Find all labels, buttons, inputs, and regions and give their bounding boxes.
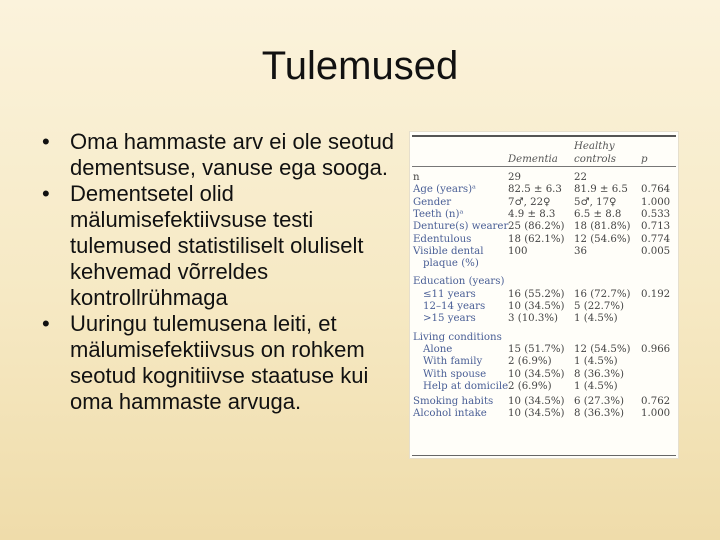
- header-p: p: [641, 154, 648, 165]
- table-row: [410, 356, 678, 368]
- cell-controls: 6 (27.3%): [574, 396, 625, 408]
- row-label: Denture(s) wearer: [413, 221, 509, 233]
- row-label: Smoking habits: [413, 396, 494, 408]
- cell-controls: 8 (36.3%): [574, 408, 625, 420]
- cell-controls: 12 (54.5%): [574, 343, 631, 355]
- cell-dementia: 3 (10.3%): [508, 313, 559, 325]
- cell-dementia: 16 (55.2%): [508, 288, 565, 300]
- cell-dementia: 4.9 ± 8.3: [508, 208, 556, 220]
- table-row: [410, 221, 678, 233]
- cell-dementia: 15 (51.7%): [508, 343, 565, 355]
- cell-controls: 12 (54.6%): [574, 233, 631, 245]
- row-label: Visible dental: [413, 245, 484, 257]
- cell-p-value: 0.192: [641, 288, 671, 300]
- table-row: [410, 234, 678, 246]
- cell-controls: 36: [574, 245, 587, 257]
- bullet-list: [40, 129, 400, 415]
- cell-dementia: 10 (34.5%): [508, 368, 565, 380]
- table-row: [410, 258, 678, 270]
- row-label: >15 years: [423, 313, 476, 325]
- cell-controls: 1 (4.5%): [574, 380, 618, 392]
- cell-controls: 6.5 ± 8.8: [574, 208, 622, 220]
- cell-controls: 18 (81.8%): [574, 221, 631, 233]
- row-label: With family: [423, 356, 483, 368]
- row-label: With spouse: [423, 368, 487, 380]
- table-row: [410, 381, 678, 393]
- bullet-item: • Dementsetel olid mälumisefektiivsuse testi tulemused statistiliselt oluliselt kehvemad võrreldes kontrollrühmaga: [40, 181, 400, 311]
- row-label: n: [413, 172, 420, 183]
- cell-dementia: 18 (62.1%): [508, 233, 565, 245]
- slide-title-text: Tulemused: [261, 44, 459, 88]
- cell-p-value: 0.966: [641, 343, 671, 355]
- cell-p-value: 0.764: [641, 184, 671, 196]
- row-label: plaque (%): [423, 258, 479, 270]
- cell-dementia: 10 (34.5%): [508, 408, 565, 420]
- cell-dementia: 2 (6.9%): [508, 356, 552, 368]
- table-bottom-rule: [412, 455, 676, 456]
- cell-p-value: 0.005: [641, 245, 671, 257]
- cell-p-value: 0.713: [641, 221, 671, 233]
- row-label: ≤11 years: [423, 288, 476, 300]
- cell-p-value: 0.533: [641, 208, 671, 220]
- bullet-item: • Uuringu tulemusena leiti, et mälumisefektiivsus on rohkem seotud kognitiivse staatuse kui oma hammaste arvuga.: [40, 311, 400, 415]
- bullet-item: • Oma hammaste arv ei ole seotud dementsuse, vanuse ega sooga.: [40, 129, 400, 181]
- table-row: [410, 209, 678, 221]
- table-row: [410, 289, 678, 301]
- cell-dementia: 100: [508, 245, 528, 257]
- table-row: [410, 313, 678, 325]
- row-label: Edentulous: [413, 233, 472, 245]
- results-table-image: [410, 132, 678, 458]
- cell-dementia: 29: [508, 172, 521, 183]
- row-label: 12–14 years: [423, 301, 486, 312]
- cell-dementia: 25 (86.2%): [508, 221, 565, 233]
- cell-dementia: 10 (34.5%): [508, 301, 565, 312]
- cell-p-value: 0.774: [641, 233, 671, 245]
- row-label: Age (years)ᵃ: [413, 184, 476, 196]
- header-healthy: Healthy: [574, 141, 615, 152]
- cell-dementia: 10 (34.5%): [508, 396, 565, 408]
- row-label: Living conditions: [413, 331, 502, 343]
- row-label: Alone: [423, 343, 453, 355]
- cell-controls: 8 (36.3%): [574, 368, 625, 380]
- table-row: [410, 276, 678, 288]
- cell-controls: 1 (4.5%): [574, 356, 618, 368]
- table-row: [410, 396, 678, 408]
- header-dementia: Dementia: [508, 154, 558, 165]
- table-row: [410, 184, 678, 196]
- cell-dementia: 7♂, 22♀: [508, 196, 551, 208]
- cell-p-value: 1.000: [641, 408, 671, 420]
- row-label: Teeth (n)ᵃ: [413, 208, 464, 220]
- table-row: [410, 197, 678, 209]
- table-row: [410, 344, 678, 356]
- cell-controls: 81.9 ± 6.5: [574, 184, 628, 196]
- cell-p-value: 1.000: [641, 196, 671, 208]
- cell-controls: 16 (72.7%): [574, 288, 631, 300]
- header-controls: controls: [574, 154, 616, 165]
- row-label: Education (years): [413, 276, 505, 288]
- row-label: Gender: [413, 196, 452, 208]
- table-header-rule: [412, 166, 676, 167]
- cell-controls: 1 (4.5%): [574, 313, 618, 325]
- row-label: Help at domicile: [423, 380, 509, 392]
- slide-title: [0, 42, 720, 90]
- table-row: [410, 408, 678, 420]
- table-row: [410, 246, 678, 258]
- cell-dementia: 82.5 ± 6.3: [508, 184, 562, 196]
- cell-controls: 22: [574, 172, 587, 183]
- cell-controls: 5♂, 17♀: [574, 196, 617, 208]
- table-row: [410, 172, 678, 184]
- table-row: [410, 301, 678, 313]
- table-row: [410, 369, 678, 381]
- cell-p-value: 0.762: [641, 396, 671, 408]
- table-top-rule: [412, 135, 676, 137]
- row-label: Alcohol intake: [413, 408, 487, 420]
- cell-controls: 5 (22.7%): [574, 301, 625, 312]
- cell-dementia: 2 (6.9%): [508, 380, 552, 392]
- table-row: [410, 332, 678, 344]
